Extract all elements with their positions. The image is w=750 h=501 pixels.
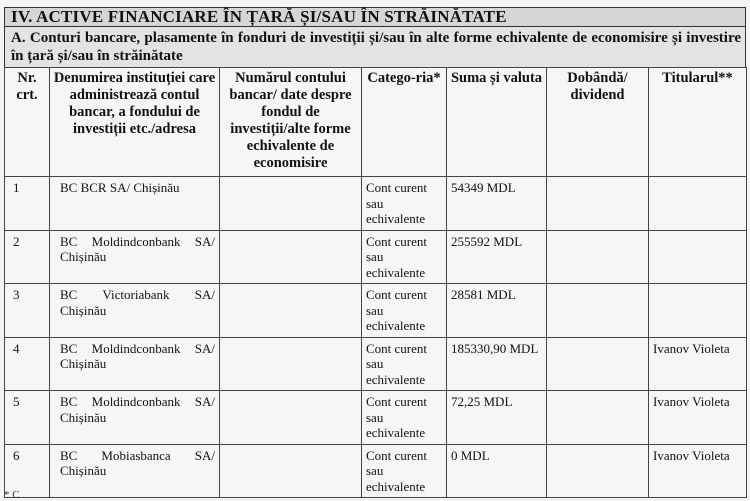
row-account	[220, 391, 362, 445]
row-interest	[547, 444, 649, 498]
row-amount: 0 MDL	[447, 444, 547, 498]
section-subtitle: A. Conturi bancare, plasamente în fonduri de investiții și/sau în alte forme echivalente de economisire și investire în țară și/sau în străinătate	[4, 27, 746, 67]
table-row	[5, 177, 747, 231]
row-category: Cont curent sau echivalente	[362, 284, 447, 338]
row-holder	[649, 284, 747, 338]
row-amount: 72,25 MDL	[447, 391, 547, 445]
row-interest	[547, 337, 649, 391]
row-amount: 54349 MDL	[447, 177, 547, 231]
row-account	[220, 284, 362, 338]
table-row	[5, 337, 747, 391]
row-amount: 255592 MDL	[447, 230, 547, 284]
row-account	[220, 444, 362, 498]
row-nr: 3	[5, 284, 50, 338]
header-interest: Dobândă/ dividend	[547, 68, 649, 177]
header-holder: Titularul**	[649, 68, 747, 177]
table-header-row	[5, 68, 747, 177]
row-institution: BC Mobiasbanca SA/ Chișinău	[50, 444, 220, 498]
row-nr: 4	[5, 337, 50, 391]
row-interest	[547, 391, 649, 445]
header-account: Numărul contului bancar/ date despre fondul de investiții/alte forme echivalente de economisire	[220, 68, 362, 177]
row-interest	[547, 284, 649, 338]
header-category: Catego-ria*	[362, 68, 447, 177]
row-institution: BC Moldindconbank SA/ Chișinău	[50, 230, 220, 284]
row-category: Cont curent sau echivalente	[362, 177, 447, 231]
row-nr: 2	[5, 230, 50, 284]
header-institution: Denumirea instituției care administrează contul bancar, a fondului de investiții etc./adresa	[50, 68, 220, 177]
row-account	[220, 230, 362, 284]
footnote-fragment: * C	[4, 489, 20, 501]
table-row	[5, 444, 747, 498]
row-holder	[649, 230, 747, 284]
row-nr: 5	[5, 391, 50, 445]
row-holder	[649, 177, 747, 231]
row-amount: 28581 MDL	[447, 284, 547, 338]
header-nr: Nr. crt.	[5, 68, 50, 177]
header-amount: Suma și valuta	[447, 68, 547, 177]
table-row	[5, 391, 747, 445]
row-holder: Ivanov Violeta	[649, 391, 747, 445]
row-category: Cont curent sau echivalente	[362, 230, 447, 284]
row-interest	[547, 177, 649, 231]
row-institution: BC BCR SA/ Chișinău	[50, 177, 220, 231]
row-account	[220, 177, 362, 231]
row-nr: 6	[5, 444, 50, 498]
row-nr: 1	[5, 177, 50, 231]
row-holder: Ivanov Violeta	[649, 444, 747, 498]
row-category: Cont curent sau echivalente	[362, 444, 447, 498]
row-interest	[547, 230, 649, 284]
section-title: IV. ACTIVE FINANCIARE ÎN ȚARĂ ȘI/SAU ÎN STRĂINĂTATE	[4, 7, 746, 27]
financial-assets-table	[4, 67, 747, 498]
row-institution: BC Moldindconbank SA/ Chișinău	[50, 391, 220, 445]
row-category: Cont curent sau echivalente	[362, 391, 447, 445]
row-category: Cont curent sau echivalente	[362, 337, 447, 391]
row-institution: BC Moldindconbank SA/ Chișinău	[50, 337, 220, 391]
row-amount: 185330,90 MDL	[447, 337, 547, 391]
table-row	[5, 284, 747, 338]
table-row	[5, 230, 747, 284]
row-holder: Ivanov Violeta	[649, 337, 747, 391]
row-institution: BC Victoriabank SA/ Chișinău	[50, 284, 220, 338]
row-account	[220, 337, 362, 391]
